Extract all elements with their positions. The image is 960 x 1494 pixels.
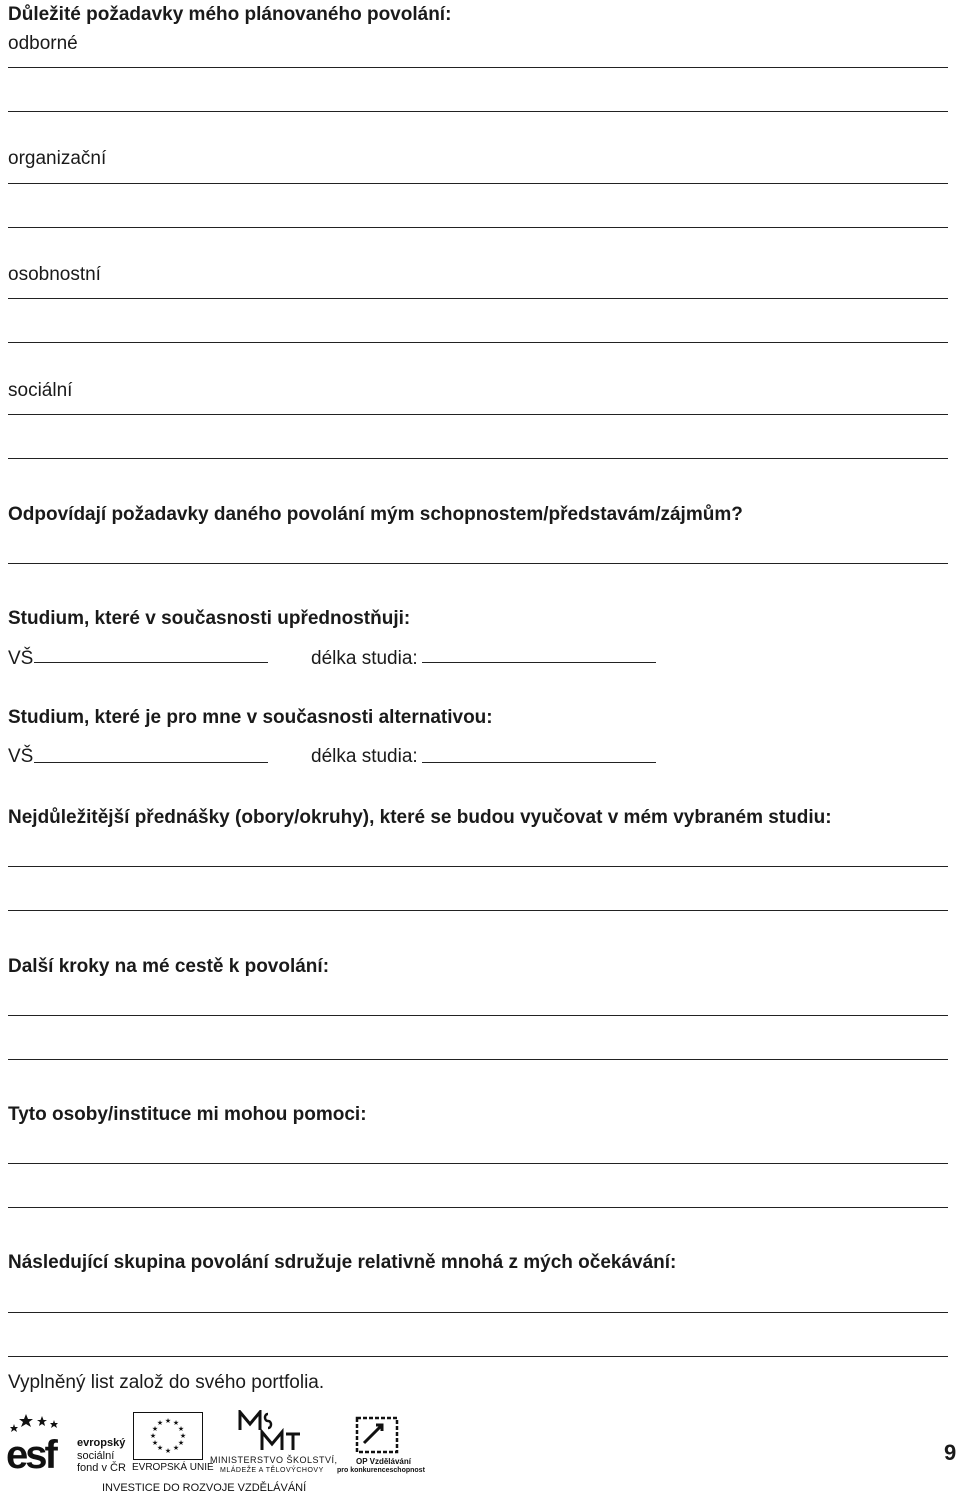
group-title: Následující skupina povolání sdružuje relativně mnohá z mých očekávání: [8,1252,677,1273]
esf-text-3: fond v ČR [77,1462,126,1474]
answer-line[interactable] [8,1207,948,1208]
esf-emblem-icon [6,1412,76,1470]
answer-line[interactable] [8,1015,948,1016]
msmt-text-1: MINISTERSTVO ŠKOLSTVÍ, [210,1455,338,1465]
op-emblem-icon [354,1413,402,1455]
svg-text:★: ★ [177,1439,185,1447]
eu-flag [133,1412,203,1460]
label-organizational: organizační [8,148,107,169]
label-social: sociální [8,380,73,401]
next-steps-title: Další kroky na mé cestě k povolání: [8,956,330,977]
svg-text:★: ★ [151,1425,159,1433]
answer-line[interactable] [8,1163,948,1164]
eu-stars-icon [133,1412,203,1460]
answer-line[interactable] [8,1356,948,1357]
msmt-text-2: MLÁDEŽE A TĚLOVÝCHOVY [220,1467,324,1474]
svg-text:★: ★ [177,1425,185,1433]
svg-text:★: ★ [172,1444,180,1452]
msmt-logo [238,1410,302,1452]
answer-line[interactable] [8,414,948,415]
svg-text:★: ★ [156,1419,164,1427]
answer-line[interactable] [8,342,948,343]
svg-text:★: ★ [164,1447,172,1455]
answer-line[interactable] [8,1312,948,1313]
answer-line[interactable] [8,563,948,564]
length-field-line[interactable] [422,662,656,663]
answer-line[interactable] [8,910,948,911]
invest-label: INVESTICE DO ROZVOJE VZDĚLÁVÁNÍ [102,1482,307,1494]
match-question: Odpovídají požadavky daného povolání mým schopnostem/představám/zájmům? [8,504,743,525]
answer-line[interactable] [8,298,948,299]
esf-text-2: sociální [77,1450,115,1462]
requirements-title: Důležité požadavky mého plánovaného povolání: [8,4,452,25]
svg-text:★: ★ [151,1439,159,1447]
svg-text:★: ★ [156,1444,164,1452]
label-professional: odborné [8,33,78,54]
svg-text:★: ★ [172,1419,180,1427]
svg-text:★: ★ [179,1432,187,1440]
alternative-study-title: Studium, které je pro mne v současnosti alternativou: [8,707,493,728]
length-label: délka studia: [311,648,418,669]
msmt-emblem-icon [238,1410,302,1452]
esf-text-1: evropský [77,1437,126,1449]
answer-line[interactable] [8,183,948,184]
footer-note: Vyplněný list založ do svého portfolia. [8,1372,325,1393]
helpers-title: Tyto osoby/instituce mi mohou pomoci: [8,1104,367,1125]
op-text-1: OP Vzdělávání [356,1457,411,1466]
eu-label: EVROPSKÁ UNIE [132,1462,214,1473]
answer-line[interactable] [8,1059,948,1060]
vs-label: VŠ [8,648,34,669]
op-text-2: pro konkurenceschopnost [337,1467,425,1474]
page-number: 9 [944,1440,957,1465]
length-label: délka studia: [311,746,418,767]
lectures-title: Nejdůležitější přednášky (obory/okruhy), které se budou vyučovat v mém vybraném studiu: [8,807,832,828]
preferred-study-title: Studium, které v současnosti upřednostňuji: [8,608,411,629]
esf-logo [6,1412,76,1470]
vs-field-line[interactable] [34,762,268,763]
svg-text:esf: esf [6,1433,55,1470]
vs-label: VŠ [8,746,34,767]
svg-text:★: ★ [149,1432,157,1440]
answer-line[interactable] [8,227,948,228]
answer-line[interactable] [8,67,948,68]
svg-text:★: ★ [164,1417,172,1425]
vs-field-line[interactable] [34,662,268,663]
answer-line[interactable] [8,458,948,459]
answer-line[interactable] [8,866,948,867]
op-logo [354,1413,402,1455]
answer-line[interactable] [8,111,948,112]
label-personal: osobnostní [8,264,101,285]
length-field-line[interactable] [422,762,656,763]
